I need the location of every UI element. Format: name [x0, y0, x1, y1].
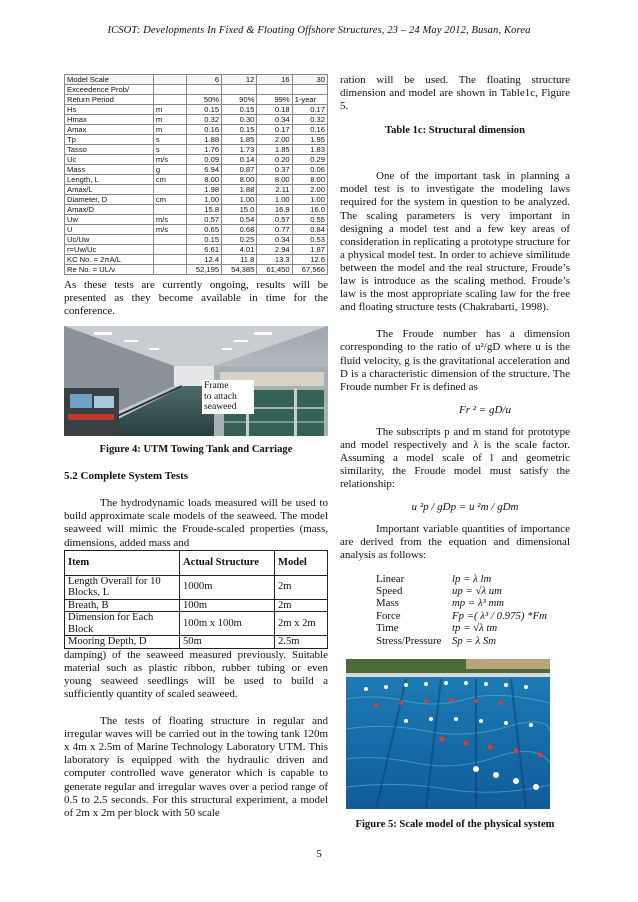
param-label-cell: U	[65, 225, 154, 235]
froude-relationship: u ²p / gDp = u ²m / gDm	[411, 501, 519, 514]
scaling-law-formula: tp = √λ tm	[452, 622, 498, 635]
param-label-cell: KC No. = 2πA/L	[65, 255, 154, 265]
param-value-cell: 30	[292, 75, 327, 85]
param-value-cell: 16.0	[292, 205, 327, 215]
struct-cell: 50m	[180, 636, 275, 649]
param-value-cell: 1.76	[186, 145, 221, 155]
param-value-cell: 0.17	[292, 105, 327, 115]
param-value-cell: 0.32	[292, 115, 327, 125]
floating-tests-paragraph: The tests of floating structure in regular and irregular waves will be carried out in the towing tank 120m x 4m x 2.5m of Marine Technology Laboratory UTM. This laboratory is equipped with the hydraulic driven and computer controlled wave generator which is capable to generate regular and irregular waves over a period range of 0.5 to 2.5 seconds. For this structural experiment, a model of 2m x 2m per block with 50 scale	[64, 715, 328, 819]
param-label-cell: Exceedence Prob/	[65, 85, 154, 95]
param-value-cell: 12.4	[186, 255, 221, 265]
params-row	[65, 255, 328, 265]
param-unit-cell	[153, 95, 186, 105]
param-value-cell: 1.00	[257, 195, 292, 205]
struct-header-cell: Actual Structure	[180, 550, 275, 575]
frame-label: Frame to attach seaweed	[202, 380, 254, 413]
params-row	[65, 235, 328, 245]
scaling-law-row	[376, 573, 570, 585]
param-label-cell: r=Uw/Uc	[65, 245, 154, 255]
modeling-laws-paragraph: One of the important task in planning a model test is to investigate the modeling laws required for the system in question to be analyzed. The scaling parameters is very important in designing a model test and a few key areas of consideration in replicating a prototype structure for a physical model test. In order to achieve similitude between the model and the real structure, Froude’s law is introduce as the scaling method. Froude’s law is the most appropriate scaling law for the free and floating structure tests (Chakrabarti, 1998).	[340, 170, 570, 314]
param-value-cell: 0.54	[222, 215, 257, 225]
param-unit-cell: m/s	[153, 215, 186, 225]
scaling-law-name: Time	[376, 622, 399, 635]
param-unit-cell	[153, 265, 186, 275]
scaling-law-row	[376, 635, 570, 647]
params-row	[65, 125, 328, 135]
param-value-cell: 13.3	[257, 255, 292, 265]
param-value-cell: 1.00	[186, 195, 221, 205]
param-value-cell: 16.9	[257, 205, 292, 215]
figure-5-caption: Figure 5: Scale model of the physical system	[355, 818, 555, 830]
scaling-law-formula: lp = λ lm	[452, 572, 492, 585]
struct-cell: Length Overall for 10 Blocks, L	[65, 575, 180, 599]
param-unit-cell: g	[153, 165, 186, 175]
param-value-cell: 0.18	[257, 105, 292, 115]
param-value-cell: 2.94	[257, 245, 292, 255]
param-unit-cell: m/s	[153, 155, 186, 165]
params-row	[65, 215, 328, 225]
params-row	[65, 195, 328, 205]
scaling-law-row	[376, 585, 570, 597]
param-value-cell: 15.0	[222, 205, 257, 215]
params-row	[65, 185, 328, 195]
scaling-law-formula: Fp =( λ³ / 0.975) *Fm	[452, 609, 547, 622]
param-value-cell: 2.00	[257, 135, 292, 145]
param-value-cell: 0.20	[257, 155, 292, 165]
froude-equation: Fr ² = gD/u	[459, 403, 511, 416]
param-value-cell: 90%	[222, 95, 257, 105]
param-unit-cell	[153, 255, 186, 265]
damping-paragraph: damping) of the seaweed measured previously. Suitable material such as plastic ribbon, rubber tubing or even young seaweed seedlings will be used to build a sufficiently quantity of scaled seaweed.	[64, 648, 328, 700]
param-value-cell: 99%	[257, 95, 292, 105]
struct-cell: 100m	[180, 599, 275, 612]
param-label-cell: Model Scale	[65, 75, 154, 85]
param-value-cell: 0.14	[222, 155, 257, 165]
param-value-cell: 0.09	[186, 155, 221, 165]
scaling-law-row	[376, 622, 570, 634]
param-unit-cell: cm	[153, 195, 186, 205]
params-row	[65, 155, 328, 165]
params-row	[65, 85, 328, 95]
struct-header-row	[65, 550, 328, 575]
param-unit-cell: s	[153, 145, 186, 155]
struct-cell: 100m x 100m	[180, 612, 275, 636]
param-label-cell: Tp	[65, 135, 154, 145]
param-value-cell: 16	[257, 75, 292, 85]
struct-row	[65, 612, 328, 636]
param-value-cell	[257, 85, 292, 95]
param-unit-cell: cm	[153, 175, 186, 185]
param-value-cell: 0.37	[257, 165, 292, 175]
param-value-cell: 0.25	[222, 235, 257, 245]
param-unit-cell	[153, 75, 186, 85]
struct-cell: 2.5m	[275, 636, 328, 649]
param-value-cell: 1.87	[292, 245, 327, 255]
subscripts-paragraph: The subscripts p and m stand for prototype and model respectively and λ is the scale factor. Assuming a model scale of l and geometric similarity, the Froude model must satisfy the relationship:	[340, 425, 570, 491]
param-label-cell: Tasso	[65, 145, 154, 155]
param-value-cell: 0.15	[222, 125, 257, 135]
froude-number-paragraph: The Froude number has a dimension corresponding to the ratio of u²/gD where u is the fluid velocity, g is the gravitational acceleration and D is a characteristic dimension of the structure. The Froude number Fr is defined as	[340, 328, 570, 393]
param-value-cell: 1.95	[292, 135, 327, 145]
struct-row	[65, 636, 328, 649]
right-column	[340, 74, 570, 830]
scaling-law-name: Mass	[376, 597, 399, 610]
param-value-cell: 0.55	[292, 215, 327, 225]
param-value-cell: 12.6	[292, 255, 327, 265]
param-value-cell: 4.01	[222, 245, 257, 255]
params-row	[65, 175, 328, 185]
param-label-cell: Uw	[65, 215, 154, 225]
scaling-law-name: Stress/Pressure	[376, 634, 442, 647]
page-number: 5	[316, 848, 322, 860]
param-value-cell: 0.29	[292, 155, 327, 165]
param-value-cell: 61,450	[257, 265, 292, 275]
param-value-cell: 0.57	[186, 215, 221, 225]
scaling-law-formula: Sp = λ Sm	[452, 634, 497, 647]
scale-parameters-table	[64, 74, 328, 275]
param-value-cell: 0.84	[292, 225, 327, 235]
param-value-cell: 1.73	[222, 145, 257, 155]
struct-header-cell: Model	[275, 550, 328, 575]
hydrodynamic-paragraph: The hydrodynamic loads measured will be used to build approximate scale models of the seaweed. The model seaweed will mimic the Froude-scaled properties (mass, dimensions, added mass and	[64, 497, 328, 549]
param-unit-cell: m	[153, 105, 186, 115]
param-value-cell: 1.00	[222, 195, 257, 205]
param-value-cell: 0.34	[257, 115, 292, 125]
params-row	[65, 135, 328, 145]
table-1c-title: Table 1c: Structural dimension	[385, 125, 525, 137]
param-value-cell: 1.00	[292, 195, 327, 205]
param-value-cell	[186, 85, 221, 95]
struct-cell: Breath, B	[65, 599, 180, 612]
param-value-cell: 1.85	[257, 145, 292, 155]
param-value-cell: 6.94	[186, 165, 221, 175]
scaling-law-row	[376, 597, 570, 609]
param-value-cell: 67,566	[292, 265, 327, 275]
param-label-cell: Hs	[65, 105, 154, 115]
param-unit-cell: m	[153, 115, 186, 125]
params-row	[65, 265, 328, 275]
param-label-cell: Uc	[65, 155, 154, 165]
param-value-cell: 0.53	[292, 235, 327, 245]
param-value-cell: 0.30	[222, 115, 257, 125]
scaling-law-name: Speed	[376, 584, 403, 597]
param-value-cell: 12	[222, 75, 257, 85]
params-row	[65, 115, 328, 125]
param-label-cell: Uc/Uw	[65, 235, 154, 245]
param-label-cell: Amax/D	[65, 205, 154, 215]
param-value-cell: 0.32	[186, 115, 221, 125]
param-label-cell: Amax/L	[65, 185, 154, 195]
params-row	[65, 165, 328, 175]
section-heading: 5.2 Complete System Tests	[64, 470, 189, 483]
param-value-cell: 15.8	[186, 205, 221, 215]
param-value-cell: 0.34	[257, 235, 292, 245]
param-value-cell: 0.16	[186, 125, 221, 135]
param-value-cell: 1.88	[186, 135, 221, 145]
struct-row	[65, 575, 328, 599]
param-label-cell: Diameter, D	[65, 195, 154, 205]
param-value-cell: 8.00	[222, 175, 257, 185]
param-value-cell: 0.15	[186, 235, 221, 245]
param-value-cell: 6.61	[186, 245, 221, 255]
param-value-cell: 0.15	[222, 105, 257, 115]
param-value-cell	[292, 85, 327, 95]
param-value-cell: 11.8	[222, 255, 257, 265]
struct-cell: 2m	[275, 575, 328, 599]
param-unit-cell	[153, 85, 186, 95]
param-value-cell: 0.16	[292, 125, 327, 135]
param-value-cell: 0.68	[222, 225, 257, 235]
param-unit-cell	[153, 235, 186, 245]
param-unit-cell	[153, 245, 186, 255]
params-row	[65, 105, 328, 115]
param-value-cell: 0.77	[257, 225, 292, 235]
param-value-cell: 0.06	[292, 165, 327, 175]
struct-row	[65, 599, 328, 612]
param-label-cell: Length, L	[65, 175, 154, 185]
param-value-cell: 1.83	[292, 145, 327, 155]
param-label-cell: Amax	[65, 125, 154, 135]
param-value-cell: 0.57	[257, 215, 292, 225]
param-unit-cell	[153, 185, 186, 195]
figure-4-caption: Figure 4: UTM Towing Tank and Carriage	[99, 444, 293, 456]
scaling-law-name: Force	[376, 609, 401, 622]
params-row	[65, 245, 328, 255]
param-value-cell: 6	[186, 75, 221, 85]
pool-scale-model-photo	[346, 659, 550, 809]
param-label-cell: Return Period	[65, 95, 154, 105]
towing-tank-photo	[64, 326, 328, 436]
ratio-paragraph: ration will be used. The floating structure dimension and model are shown in Table1c, Figure 5.	[340, 74, 570, 113]
left-column	[64, 74, 328, 820]
struct-cell: 2m x 2m	[275, 612, 328, 636]
param-label-cell: Hmax	[65, 115, 154, 125]
param-unit-cell	[153, 205, 186, 215]
param-value-cell: 52,195	[186, 265, 221, 275]
param-unit-cell: m	[153, 125, 186, 135]
struct-header-cell: Item	[65, 550, 180, 575]
param-value-cell: 0.17	[257, 125, 292, 135]
param-unit-cell: m/s	[153, 225, 186, 235]
param-value-cell: 0.65	[186, 225, 221, 235]
structural-dimension-table	[64, 550, 328, 649]
scaling-law-name: Linear	[376, 572, 405, 585]
param-label-cell: Mass	[65, 165, 154, 175]
params-header-row	[65, 75, 328, 85]
scaling-law-row	[376, 610, 570, 622]
param-value-cell: 1-year	[292, 95, 327, 105]
params-row	[65, 145, 328, 155]
param-value-cell: 54,385	[222, 265, 257, 275]
param-value-cell: 1.98	[186, 185, 221, 195]
ongoing-tests-paragraph: As these tests are currently ongoing, results will be presented as they become available in time for the conference.	[64, 279, 328, 318]
param-unit-cell: s	[153, 135, 186, 145]
params-row	[65, 95, 328, 105]
variables-paragraph: Important variable quantities of importance are derived from the equation and dimensional analysis as follows:	[340, 523, 570, 562]
param-value-cell: 1.88	[222, 185, 257, 195]
param-value-cell: 0.87	[222, 165, 257, 175]
params-row	[65, 205, 328, 215]
param-value-cell: 8.00	[292, 175, 327, 185]
param-value-cell: 8.00	[257, 175, 292, 185]
param-label-cell: Re No. = UL/ν	[65, 265, 154, 275]
param-value-cell: 50%	[186, 95, 221, 105]
params-row	[65, 225, 328, 235]
scaling-law-formula: up = √λ um	[452, 584, 502, 597]
scaling-laws-list	[340, 573, 570, 647]
param-value-cell: 8.00	[186, 175, 221, 185]
param-value-cell: 2.00	[292, 185, 327, 195]
param-value-cell	[222, 85, 257, 95]
struct-cell: 1000m	[180, 575, 275, 599]
param-value-cell: 1.85	[222, 135, 257, 145]
struct-cell: 2m	[275, 599, 328, 612]
scaling-law-formula: mp = λ³ mm	[452, 597, 505, 610]
param-value-cell: 0.15	[186, 105, 221, 115]
struct-cell: Mooring Depth, D	[65, 636, 180, 649]
running-header: ICSOT: Developments In Fixed & Floating Offshore Structures, 23 – 24 May 2012, Busan, Korea	[107, 25, 531, 36]
struct-cell: Dimension for Each Block	[65, 612, 180, 636]
param-value-cell: 2.11	[257, 185, 292, 195]
